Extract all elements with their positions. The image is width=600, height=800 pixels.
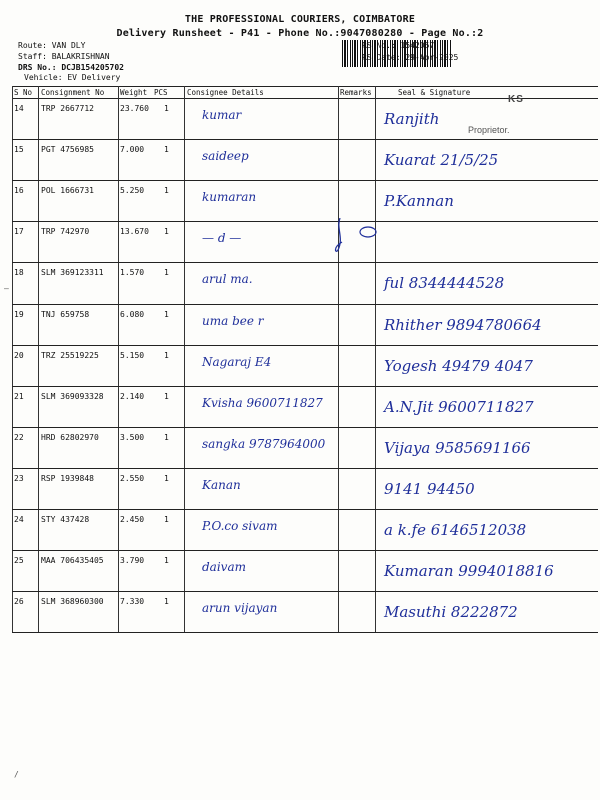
sno-cell: 26 [14, 597, 24, 607]
rs-number: RS No.: 1542057 [362, 41, 435, 50]
remark-scribble [330, 218, 380, 258]
pcs-cell: 1 [164, 268, 169, 278]
weight-cell: 3.790 [120, 556, 145, 566]
rs-date: RS Date: 29-Apr-2025 [362, 53, 459, 62]
consignee-handwriting: kumar [202, 108, 242, 122]
weight-cell: 23.760 [120, 104, 149, 113]
sno-cell: 23 [14, 473, 24, 483]
column-header-pcs: PCS [154, 88, 168, 97]
consignment-cell: PGT 4756985 [41, 145, 94, 155]
route-label: Route: VAN DLY [18, 41, 86, 50]
weight-cell: 2.450 [120, 515, 145, 524]
signature-handwriting: A.N.Jit 9600711827 [384, 397, 534, 416]
consignment-cell: POL 1666731 [41, 186, 94, 196]
signature-handwriting: ful 8344444528 [384, 274, 505, 293]
consignment-cell: MAA 706435405 [41, 556, 104, 566]
table-row [12, 427, 598, 468]
signature-handwriting: 9141 94450 [384, 479, 475, 498]
signature-handwriting: Masuthi 8222872 [384, 603, 518, 622]
consignee-handwriting: arul ma. [202, 272, 253, 287]
pcs-cell: 1 [164, 432, 169, 442]
signature-handwriting: Yogesh 49479 4047 [384, 356, 533, 375]
sno-cell: 24 [14, 515, 24, 524]
sno-cell: 20 [14, 350, 24, 360]
weight-cell: 3.500 [120, 432, 145, 442]
table-row [12, 468, 598, 509]
pcs-cell: 1 [164, 309, 169, 319]
pcs-cell: 1 [164, 597, 169, 607]
consignee-handwriting: sangka 9787964000 [202, 436, 326, 451]
runsheet-table [12, 86, 598, 632]
pcs-cell: 1 [164, 350, 169, 360]
signature-handwriting: Vijaya 9585691166 [384, 438, 531, 457]
document-subtitle: Delivery Runsheet - P41 - Phone No.:9047080280 - Page No.:2 [116, 28, 484, 39]
signature-handwriting: Rhither 9894780664 [384, 315, 542, 334]
sno-cell: 22 [14, 432, 24, 442]
weight-cell: 5.150 [120, 350, 145, 360]
consignment-cell: TNJ 659758 [41, 309, 90, 319]
consignee-handwriting: kumaran [202, 190, 257, 205]
consignee-handwriting: daivam [202, 560, 246, 575]
consignee-handwriting: saideep [202, 149, 249, 164]
sno-cell: 14 [14, 104, 24, 113]
pcs-cell: 1 [164, 186, 169, 196]
table-row [12, 591, 598, 632]
consignee-handwriting: arun vijayan [202, 601, 278, 616]
consignment-cell: RSP 1939848 [41, 473, 94, 483]
table-row [12, 139, 598, 180]
column-header-signature: Seal & Signature [398, 88, 471, 97]
margin-mark: — [4, 284, 9, 293]
weight-cell: 5.250 [120, 186, 145, 196]
pcs-cell: 1 [164, 227, 169, 237]
column-header-sno: S No [14, 88, 33, 97]
vehicle-label: Vehicle: EV Delivery [24, 73, 121, 82]
pcs-cell: 1 [164, 556, 169, 566]
signature-handwriting: Kumaran 9994018816 [384, 562, 554, 581]
pcs-cell: 1 [164, 145, 169, 155]
consignment-cell: HRD 62802970 [41, 432, 99, 442]
consignee-handwriting: Kanan [202, 477, 241, 492]
weight-cell: 6.080 [120, 309, 145, 319]
consignee-handwriting: — d — [202, 231, 242, 246]
consignee-handwriting: Nagaraj E4 [202, 354, 272, 369]
document-title: THE PROFESSIONAL COURIERS, COIMBATORE [184, 14, 416, 25]
weight-cell: 7.330 [120, 597, 145, 607]
column-header-weight: Weight [120, 88, 148, 97]
pcs-cell: 1 [164, 473, 169, 483]
weight-cell: 1.570 [120, 268, 145, 278]
weight-cell: 7.000 [120, 145, 145, 155]
sno-cell: 21 [14, 391, 24, 401]
consignment-cell: TRZ 25519225 [41, 350, 99, 360]
pcs-cell: 1 [164, 515, 169, 524]
stamp-proprietor: Proprietor. [468, 125, 510, 135]
signature-handwriting: Kuarat 21/5/25 [384, 151, 499, 170]
column-header-consignee: Consignee Details [187, 88, 264, 97]
sno-cell: 19 [14, 309, 24, 319]
consignment-cell: SLM 369123311 [41, 268, 104, 278]
consignment-cell: SLM 368960300 [41, 597, 104, 607]
sno-cell: 16 [14, 186, 24, 196]
sno-cell: 25 [14, 556, 24, 566]
weight-cell: 2.550 [120, 473, 145, 483]
pcs-cell: 1 [164, 391, 169, 401]
margin-mark: / [14, 770, 19, 779]
table-row [12, 262, 598, 303]
table-row [12, 221, 598, 262]
table-row [12, 509, 598, 550]
signature-handwriting: a k.fe 6146512038 [384, 521, 527, 539]
consignment-cell: STY 437428 [41, 515, 90, 524]
staff-label: Staff: BALAKRISHNAN [18, 52, 110, 61]
stamp-initials: KS [508, 94, 524, 105]
sno-cell: 17 [14, 227, 24, 237]
sno-cell: 18 [14, 268, 24, 278]
table-row [12, 386, 598, 427]
table-row [12, 304, 598, 345]
consignment-cell: TRP 2667712 [41, 104, 94, 113]
column-header-remarks: Remarks [340, 88, 372, 97]
table-row [12, 180, 598, 221]
consignment-cell: TRP 742970 [41, 227, 90, 237]
table-row [12, 345, 598, 386]
signature-handwriting: Ranjith [384, 110, 440, 128]
consignment-cell: SLM 369093328 [41, 391, 104, 401]
pcs-cell: 1 [164, 104, 169, 113]
consignee-handwriting: P.O.co sivam [202, 519, 278, 533]
sno-cell: 15 [14, 145, 24, 155]
consignee-handwriting: Kvisha 9600711827 [202, 395, 323, 410]
consignee-handwriting: uma bee r [202, 313, 264, 328]
signature-handwriting: P.Kannan [384, 192, 454, 211]
column-header-consignment: Consignment No [41, 88, 105, 97]
table-row [12, 550, 598, 591]
weight-cell: 2.140 [120, 391, 145, 401]
drs-label: DRS No.: DCJB154205702 [18, 63, 124, 72]
weight-cell: 13.670 [120, 227, 149, 237]
